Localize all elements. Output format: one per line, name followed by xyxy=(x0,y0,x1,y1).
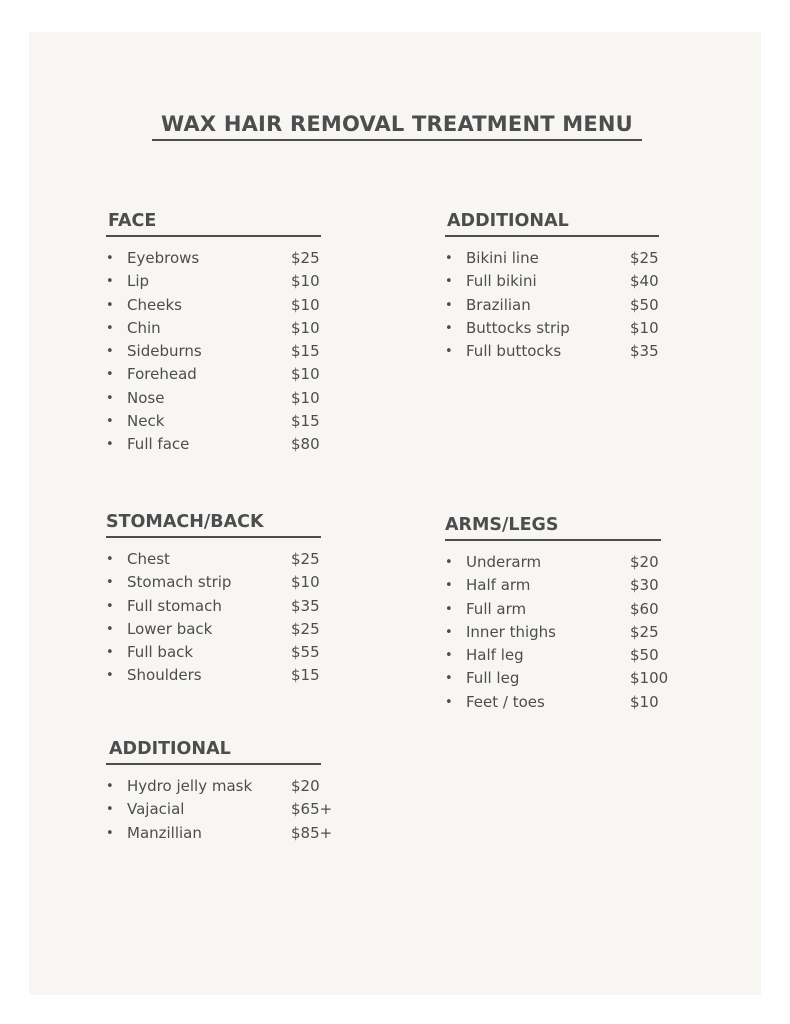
item-name: Full stomach xyxy=(127,596,222,615)
item-name: Full bikini xyxy=(466,272,537,291)
item-name: Nose xyxy=(127,388,165,407)
item-price: $40 xyxy=(630,272,659,291)
bullet-icon: • xyxy=(106,552,114,567)
item-name: Forehead xyxy=(127,365,197,384)
menu-item xyxy=(445,621,661,644)
item-name: Cheeks xyxy=(127,295,182,314)
section-heading: FACE xyxy=(106,210,321,237)
item-price: $10 xyxy=(630,692,659,711)
item-price: $10 xyxy=(630,318,659,337)
item-price: $65+ xyxy=(291,800,333,819)
menu-item xyxy=(106,363,321,386)
menu-title: WAX HAIR REMOVAL TREATMENT MENU xyxy=(161,112,633,136)
section-additional-extras xyxy=(106,738,333,845)
bullet-icon: • xyxy=(106,390,114,406)
bullet-icon: • xyxy=(445,320,453,336)
item-price: $15 xyxy=(291,412,320,431)
item-price: $15 xyxy=(291,666,320,685)
item-name: Vajacial xyxy=(127,800,185,819)
item-price: $50 xyxy=(630,646,659,665)
menu-item xyxy=(106,641,321,664)
bullet-icon: • xyxy=(445,694,453,710)
bullet-icon: • xyxy=(445,601,453,617)
item-name: Hydro jelly mask xyxy=(127,777,253,795)
item-name: Brazilian xyxy=(466,295,531,314)
item-list xyxy=(106,775,333,845)
bullet-icon: • xyxy=(106,575,114,591)
bullet-icon: • xyxy=(106,825,114,841)
item-price: $80 xyxy=(291,435,320,454)
item-price: $25 xyxy=(291,550,320,568)
menu-item xyxy=(106,387,321,410)
bullet-icon: • xyxy=(106,414,114,430)
menu-item xyxy=(106,798,333,821)
section-additional-body xyxy=(445,210,659,363)
item-name: Sideburns xyxy=(127,342,202,361)
menu-item xyxy=(106,247,321,270)
bullet-icon: • xyxy=(445,648,453,664)
item-price: $10 xyxy=(291,388,320,407)
item-list xyxy=(445,247,659,363)
section-heading: STOMACH/BACK xyxy=(106,511,321,538)
item-list xyxy=(445,551,669,714)
bullet-icon: • xyxy=(445,297,453,313)
bullet-icon: • xyxy=(106,645,114,661)
menu-item xyxy=(106,775,321,798)
item-name: Chin xyxy=(127,318,161,337)
item-price: $25 xyxy=(291,619,320,638)
menu-item xyxy=(106,410,321,433)
menu-item xyxy=(106,294,321,317)
item-price: $30 xyxy=(630,576,659,595)
item-name: Eyebrows xyxy=(127,249,200,267)
item-name: Underarm xyxy=(466,553,542,571)
menu-item xyxy=(445,294,659,317)
menu-item xyxy=(106,595,321,618)
item-price: $10 xyxy=(291,365,320,384)
menu-item xyxy=(106,270,321,293)
menu-item xyxy=(445,340,659,363)
item-price: $55 xyxy=(291,643,320,662)
item-price: $35 xyxy=(630,342,659,361)
item-name: Chest xyxy=(127,550,170,568)
bullet-icon: • xyxy=(106,251,114,266)
item-list xyxy=(106,548,321,688)
item-name: Full arm xyxy=(466,599,527,618)
item-price: $50 xyxy=(630,295,659,314)
bullet-icon: • xyxy=(445,555,453,570)
item-name: Full leg xyxy=(466,669,520,688)
section-face xyxy=(106,210,321,457)
item-price: $25 xyxy=(630,622,659,641)
item-price: $10 xyxy=(291,573,320,592)
section-heading: ARMS/LEGS xyxy=(445,514,661,541)
bullet-icon: • xyxy=(106,802,114,818)
item-name: Buttocks strip xyxy=(466,318,570,337)
item-price: $10 xyxy=(291,272,320,291)
section-stomach-back xyxy=(106,511,321,688)
menu-item xyxy=(445,317,659,340)
bullet-icon: • xyxy=(106,274,114,290)
bullet-icon: • xyxy=(106,668,114,684)
item-name: Feet / toes xyxy=(466,692,545,711)
item-name: Half arm xyxy=(466,576,531,595)
menu-item xyxy=(106,664,321,687)
item-name: Manzillian xyxy=(127,823,202,842)
item-price: $25 xyxy=(291,249,320,267)
item-name: Full back xyxy=(127,643,194,662)
item-price: $15 xyxy=(291,342,320,361)
section-heading: ADDITIONAL xyxy=(106,738,321,765)
item-price: $85+ xyxy=(291,823,333,842)
menu-item xyxy=(445,551,661,574)
item-price: $20 xyxy=(291,777,320,795)
bullet-icon: • xyxy=(106,621,114,637)
bullet-icon: • xyxy=(106,297,114,313)
bullet-icon: • xyxy=(445,344,453,360)
menu-item xyxy=(106,317,321,340)
item-price: $20 xyxy=(630,553,659,571)
bullet-icon: • xyxy=(106,367,114,383)
menu-item xyxy=(106,618,321,641)
bullet-icon: • xyxy=(106,779,114,794)
menu-item xyxy=(445,270,659,293)
item-name: Stomach strip xyxy=(127,573,232,592)
menu-item xyxy=(106,548,321,571)
item-price: $100 xyxy=(630,669,669,688)
menu-item xyxy=(106,433,321,456)
item-price: $25 xyxy=(630,249,659,267)
item-name: Full face xyxy=(127,435,190,454)
menu-item xyxy=(445,644,661,667)
bullet-icon: • xyxy=(106,437,114,453)
menu-item xyxy=(445,574,661,597)
bullet-icon: • xyxy=(106,344,114,360)
section-arms-legs xyxy=(445,514,669,714)
item-name: Lip xyxy=(127,272,150,291)
section-heading: ADDITIONAL xyxy=(445,210,659,237)
menu-item xyxy=(445,691,661,714)
item-name: Inner thighs xyxy=(466,622,556,641)
item-name: Shoulders xyxy=(127,666,202,685)
bullet-icon: • xyxy=(445,578,453,594)
item-name: Lower back xyxy=(127,619,213,638)
menu-item xyxy=(445,247,659,270)
item-name: Half leg xyxy=(466,646,524,665)
bullet-icon: • xyxy=(445,671,453,687)
menu-item xyxy=(106,822,333,845)
menu-item xyxy=(106,571,321,594)
bullet-icon: • xyxy=(445,274,453,290)
bullet-icon: • xyxy=(445,251,453,266)
item-name: Neck xyxy=(127,412,165,431)
menu-item xyxy=(445,667,669,690)
item-name: Bikini line xyxy=(466,249,539,267)
bullet-icon: • xyxy=(445,624,453,640)
menu-item xyxy=(445,598,661,621)
item-price: $60 xyxy=(630,599,659,618)
item-list xyxy=(106,247,321,457)
bullet-icon: • xyxy=(106,320,114,336)
item-price: $35 xyxy=(291,596,320,615)
item-name: Full buttocks xyxy=(466,342,562,361)
menu-item xyxy=(106,340,321,363)
item-price: $10 xyxy=(291,295,320,314)
menu-title-block xyxy=(152,112,642,141)
item-price: $10 xyxy=(291,318,320,337)
bullet-icon: • xyxy=(106,598,114,614)
